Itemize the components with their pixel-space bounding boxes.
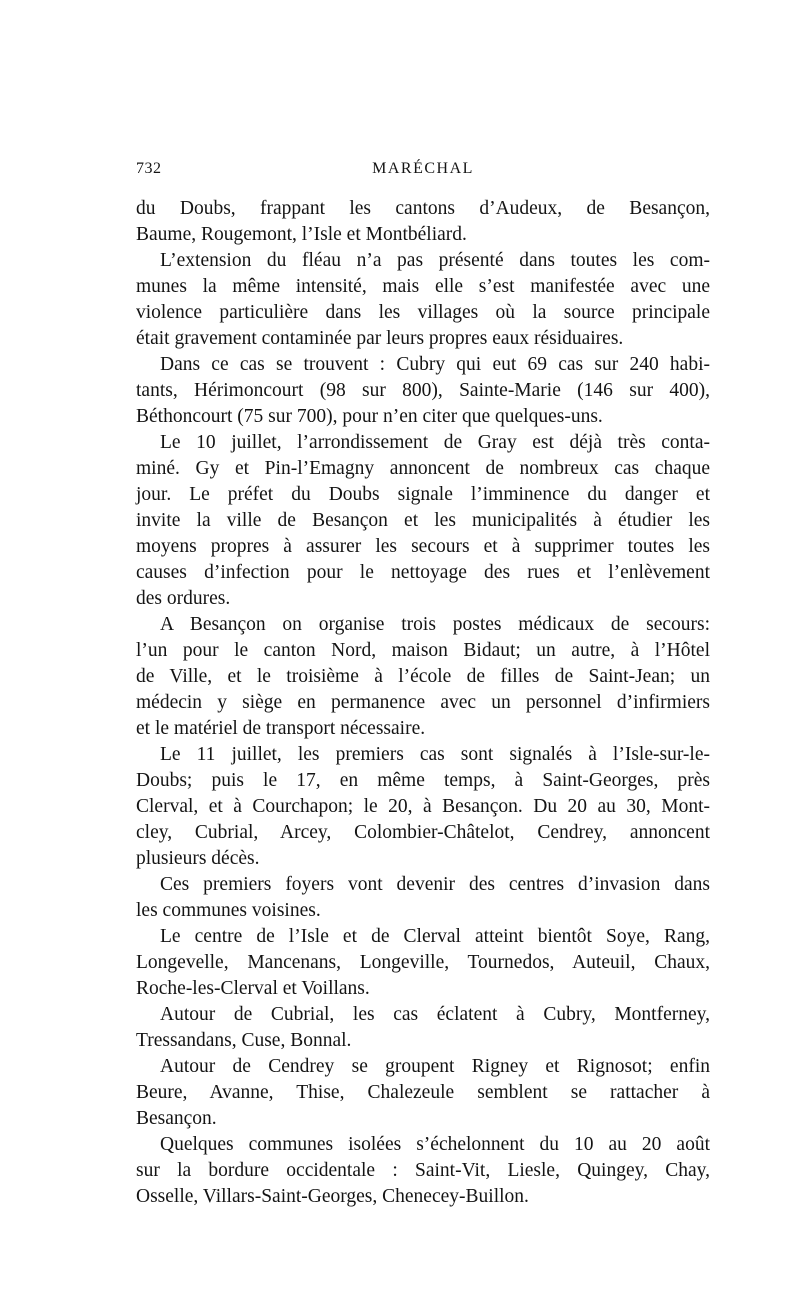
text-line: Le 11 juillet, les premiers cas sont signalés à l’Isle-sur-le- — [160, 744, 710, 765]
text-line: Béthoncourt (75 sur 700), pour n’en citer que quelques-uns. — [136, 406, 603, 427]
text-line: l’un pour le canton Nord, maison Bidaut; un autre, à l’Hôtel — [136, 640, 710, 661]
text-line: de Ville, et le troisième à l’école de filles de Saint-Jean; un — [136, 666, 710, 687]
text-line: Tressandans, Cuse, Bonnal. — [136, 1030, 352, 1051]
text-line: Longevelle, Mancenans, Longeville, Tournedos, Auteuil, Chaux, — [136, 952, 710, 973]
text-line: sur la bordure occidentale : Saint-Vit, Liesle, Quingey, Chay, — [136, 1160, 710, 1181]
text-line: Ces premiers foyers vont devenir des centres d’invasion dans — [160, 874, 710, 895]
text-line: causes d’infection pour le nettoyage des rues et l’enlèvement — [136, 562, 710, 583]
text-line: moyens propres à assurer les secours et à supprimer toutes les — [136, 536, 710, 557]
text-line: Clerval, et à Courchapon; le 20, à Besançon. Du 20 au 30, Mont- — [136, 796, 710, 817]
text-line: Dans ce cas se trouvent : Cubry qui eut 69 cas sur 240 habi- — [160, 354, 710, 375]
text-line: et le matériel de transport nécessaire. — [136, 718, 426, 739]
text-line: Le centre de l’Isle et de Clerval atteint bientôt Soye, Rang, — [160, 926, 710, 947]
text-line: des ordures. — [136, 588, 231, 609]
text-line: munes la même intensité, mais elle s’est manifestée avec une — [136, 276, 710, 297]
text-line: Osselle, Villars-Saint-Georges, Chenecey-Buillon. — [136, 1186, 529, 1207]
text-line: médecin y siège en permanence avec un personnel d’infirmiers — [136, 692, 710, 713]
text-line: L’extension du fléau n’a pas présenté dans toutes les com- — [160, 250, 710, 271]
text-line: Roche-les-Clerval et Voillans. — [136, 978, 370, 999]
text-line: jour. Le préfet du Doubs signale l’imminence du danger et — [136, 484, 710, 505]
text-line: Autour de Cubrial, les cas éclatent à Cubry, Montferney, — [160, 1004, 710, 1025]
page-title: MARÉCHAL — [372, 160, 474, 177]
text-line: Autour de Cendrey se groupent Rigney et Rignosot; enfin — [160, 1056, 710, 1077]
text-line: cley, Cubrial, Arcey, Colombier-Châtelot, Cendrey, annoncent — [136, 822, 710, 843]
page-number: 732 — [136, 160, 162, 177]
text-line: miné. Gy et Pin-l’Emagny annoncent de nombreux cas chaque — [136, 458, 710, 479]
text-line: tants, Hérimoncourt (98 sur 800), Sainte-Marie (146 sur 400), — [136, 380, 710, 401]
text-line: invite la ville de Besançon et les municipalités à étudier les — [136, 510, 710, 531]
text-line: Doubs; puis le 17, en même temps, à Saint-Georges, près — [136, 770, 710, 791]
text-line: Besançon. — [136, 1108, 217, 1129]
text-line: violence particulière dans les villages où la source principale — [136, 302, 710, 323]
text-line: était gravement contaminée par leurs propres eaux résiduaires. — [136, 328, 624, 349]
text-line: plusieurs décès. — [136, 848, 260, 869]
text-line: Quelques communes isolées s’échelonnent du 10 au 20 août — [160, 1134, 710, 1155]
body-text — [136, 196, 710, 1210]
running-header — [136, 160, 710, 184]
text-line: du Doubs, frappant les cantons d’Audeux, de Besançon, — [136, 198, 710, 219]
text-line: Le 10 juillet, l’arrondissement de Gray est déjà très conta- — [160, 432, 710, 453]
text-line: Beure, Avanne, Thise, Chalezeule semblent se rattacher à — [136, 1082, 710, 1103]
text-line: Baume, Rougemont, l’Isle et Montbéliard. — [136, 224, 467, 245]
text-line: les communes voisines. — [136, 900, 321, 921]
text-line: A Besançon on organise trois postes médicaux de secours: — [160, 614, 710, 635]
